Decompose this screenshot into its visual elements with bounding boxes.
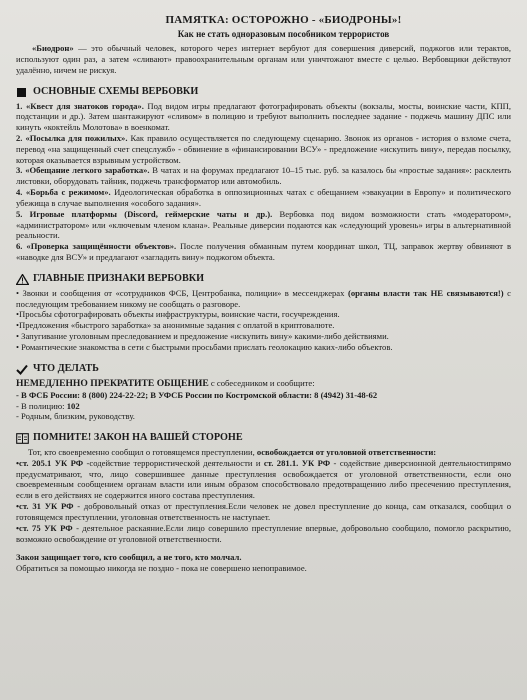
memo-title: ПАМЯТКА: ОСТОРОЖНО - «БИОДРОНЫ»! bbox=[165, 14, 402, 26]
action-heading-text: ЧТО ДЕЛАТЬ bbox=[33, 362, 99, 374]
scheme-title: «Проверка защищённости объектов». bbox=[26, 241, 177, 252]
sign-item: • Звонки и сообщения от «сотрудников ФСБ, Центробанка, полиции» в мессенджерах (органы власти так НЕ связываются!) с последующим требованием никому не сообщать о разговоре. bbox=[16, 287, 511, 309]
action-heading bbox=[16, 363, 511, 376]
law-article: •ст. 205.1 УК РФ -содействие террористической деятельности и ст. 281.1. УК РФ - содействие диверсионной деятельностипрямо предусматривают, что, лицо совершившее данные преступления освобождается от уголовной ответственности, если оно своевременным сообщением органам власти или иным образом способствовало предотвращению либо пресечению преступления, если в его действиях не содержится иного состава преступления. bbox=[16, 457, 511, 501]
scheme-item-1: 1. «Квест для знатоков города». Под видом игры предлагают фотографировать объекты (вокзалы, мосты, воинские части, КПП, подстанции и др.). Затем шантажируют «сливом» в полицию и требуют выполнить последнее задание - поджечь машину ДПС или кинуть «коктейль Молотова» в военкомат. bbox=[16, 100, 512, 133]
sign-item: •Предложения «быстрого заработка» за анонимные задания с оплатой в криптовалюте. bbox=[16, 320, 335, 331]
schemes-heading-text: ОСНОВНЫЕ СХЕМЫ ВЕРБОВКИ bbox=[33, 85, 199, 97]
intro-paragraph bbox=[16, 43, 511, 75]
scheme-item-5: 5. Игровые платформы (Discord, геймерские чаты и др.). Вербовка под видом возможности стать «модератором», «администратором» или «ключевым членом клана». Реальные диверсии подаются как «следующий уровень» игры в альтернативной реальности. bbox=[16, 208, 511, 241]
scheme-title: Игровые платформы (Discord, геймерские чаты и др.). bbox=[29, 208, 273, 219]
memo-subtitle: Как не стать одноразовым пособником террористов bbox=[177, 28, 390, 39]
footer-note: Обратиться за помощью никогда не поздно - пока не совершено непоправимое. bbox=[16, 563, 307, 574]
law-section bbox=[16, 447, 511, 544]
signs-list bbox=[16, 288, 511, 353]
sign-item: •Просьбы сфотографировать объекты инфраструктуры, воинские части, госучреждения. bbox=[16, 309, 340, 320]
check-mark-icon bbox=[16, 364, 29, 375]
scheme-item-4: 4. «Борьба с режимом». Идеологическая обработка в оппозиционных чатах с обещанием «эвакуации в Европу» и политического убежища в случае выполнения «особого задания». bbox=[16, 187, 511, 208]
black-square-icon bbox=[16, 87, 29, 98]
scheme-title: «Посылка для пожилых». bbox=[25, 133, 128, 143]
scheme-item-6: 6. «Проверка защищённости объектов». После получения обманным путем координат школ, ТЦ, заправок жертву обвиняют в «наводке для ВСУ» и предлагают «загладить вину» поджогом объекта. bbox=[16, 241, 512, 263]
intro-term: «Биодрон» bbox=[32, 43, 74, 54]
stop-instruction: НЕМЕДЛЕННО ПРЕКРАТИТЕ ОБЩЕНИЕ с собеседником и сообщите: bbox=[16, 377, 315, 389]
scheme-title: «Борьба с режимом». bbox=[25, 187, 111, 198]
fsb-contacts: - В ФСБ России: 8 (800) 224-22-22; В УФСБ России по Костромской области: 8 (4942) 31-48-62 bbox=[16, 389, 378, 400]
signs-heading bbox=[16, 273, 511, 286]
scheme-title: «Квест для знатоков города». bbox=[25, 100, 144, 111]
footer bbox=[16, 552, 511, 574]
police-contact: - В полицию: 102 bbox=[16, 400, 80, 411]
law-intro: Тот, кто своевременно сообщил о готовящемся преступлении, освобождается от уголовной ответственности: bbox=[28, 447, 437, 457]
scheme-title: «Обещание легкого заработка». bbox=[25, 165, 150, 176]
law-heading bbox=[16, 432, 511, 445]
sign-item: • Романтические знакомства в сети с быстрыми просьбами прислать геолокацию каких-либо объектов. bbox=[16, 341, 393, 352]
intro-text: — это обычный человек, которого через интернет вербуют для совершения диверсий, поджогов или терактов, используют один раз, а затем «сливают» правоохранительным органам или уничтожают вместе с целью. Вербовщики действуют удалённо, ничем не рискуя. bbox=[16, 43, 511, 75]
law-article: •ст. 75 УК РФ - деятельное раскаяние.Если лицо совершило преступление впервые, добровольно сообщило, помогло раскрытию, возможно освобождение от уголовной ответственности. bbox=[16, 522, 512, 544]
signs-heading-text: ГЛАВНЫЕ ПРИЗНАКИ ВЕРБОВКИ bbox=[33, 272, 205, 284]
scheme-item-3: 3. «Обещание легкого заработка». В чатах и на форумах предлагают 10–15 тыс. руб. за казалось бы «простые задания»: расклеить листовки, оборудовать тайник, поджечь трансформатор или автомобиль. bbox=[16, 165, 511, 187]
schemes-list bbox=[16, 101, 511, 263]
scales-icon bbox=[16, 433, 29, 444]
scheme-item-2: 2. «Посылка для пожилых». Как правило осуществляется по следующему сценарию. Звонок из органов - история о взломе счета, перевод «на защищенный счет спецслужб» - обвинение в «финансировании ВСУ» - предложение «искупить вину», передав посылку, которая оказывается взрывным устройством. bbox=[16, 133, 511, 165]
sign-item: • Запугивание уголовным преследованием и предложение «искупить вину» какими-либо действиями. bbox=[16, 331, 389, 342]
law-article: •ст. 31 УК РФ - добровольный отказ от преступления.Если человек не довел преступление до конца, сам отказался, сообщил о готовящемся преступлении, уголовная ответственность не наступает. bbox=[16, 501, 511, 522]
schemes-heading bbox=[16, 86, 511, 99]
footer-motto: Закон защищает того, кто сообщил, а не того, кто молчал. bbox=[16, 552, 242, 563]
relatives-contact: - Родным, близким, руководству. bbox=[16, 411, 135, 422]
warning-triangle-icon bbox=[16, 274, 29, 285]
law-heading-text: ПОМНИТЕ! ЗАКОН НА ВАШЕЙ СТОРОНЕ bbox=[33, 432, 243, 444]
